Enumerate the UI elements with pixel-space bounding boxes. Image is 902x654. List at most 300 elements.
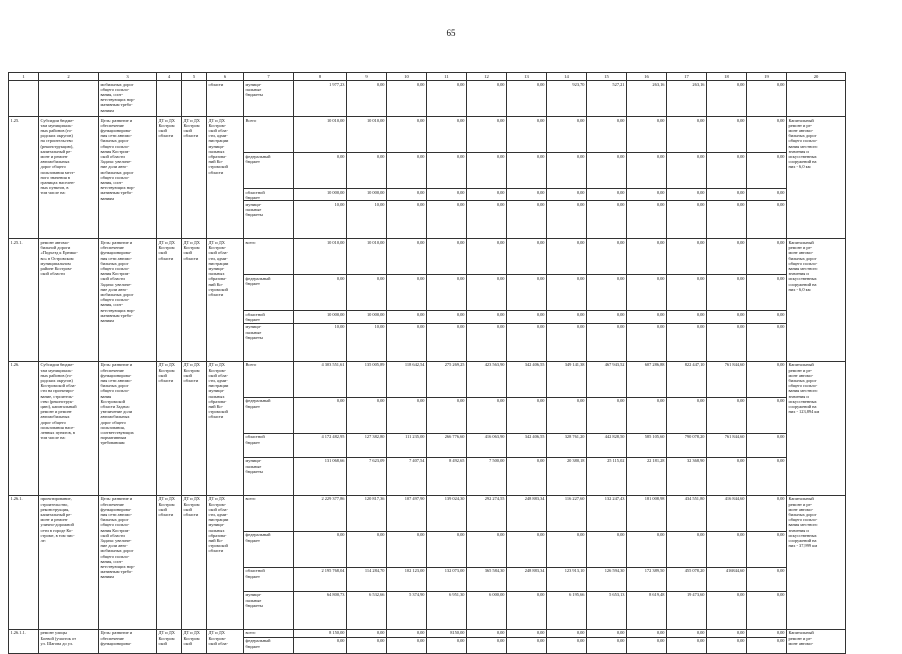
amount-cell: 266 776,60 <box>427 433 467 457</box>
funding-source: муници- пальные бюджеты <box>244 81 294 117</box>
amount-cell: 6 000,00 <box>467 591 507 629</box>
table-row <box>9 495 846 531</box>
goal-task: Цель: развитие и обеспечение функционирова- ния сети автомо- бильных дорог общего пользо- вания Костром- ской области Задача: увеличе- ние доли авто- мобильных дорог общего пользо- вания, соот- ветствующих нор- мативным требо- ваниям <box>99 117 157 239</box>
funding-source: федеральный бюджет <box>244 153 294 189</box>
column-number: 5 <box>182 73 207 81</box>
amount-cell: 0,00 <box>747 81 787 117</box>
amount-cell: 0,00 <box>747 567 787 591</box>
amount-cell: 0,00 <box>547 531 587 567</box>
amount-cell: 132 073,00 <box>427 567 467 591</box>
amount-cell: 0,00 <box>627 637 667 653</box>
amount-cell: 116 227,60 <box>547 495 587 531</box>
amount-cell: 365 584,30 <box>467 567 507 591</box>
funding-source: Всего <box>244 361 294 397</box>
amount-cell: 0,00 <box>707 629 747 637</box>
amount-cell: 19 473,60 <box>667 591 707 629</box>
amount-cell: 8 619,48 <box>627 591 667 629</box>
amount-cell: 0,00 <box>387 201 427 239</box>
amount-cell: 0,00 <box>667 117 707 153</box>
amount-cell: 0,00 <box>627 201 667 239</box>
item-number: 1.26.1. <box>9 495 39 629</box>
amount-cell: 5 374,90 <box>387 591 427 629</box>
amount-cell: 0,00 <box>627 629 667 637</box>
amount-cell: 0,00 <box>587 239 627 275</box>
item-number: 1.25.1. <box>9 239 39 361</box>
amount-cell: 10 010,00 <box>347 117 387 153</box>
amount-cell: 0,00 <box>547 637 587 653</box>
responsible-executor: ДТ и ДХ Костром ской области <box>157 117 182 239</box>
amount-cell: 0,00 <box>467 637 507 653</box>
amount-cell: 0,00 <box>587 531 627 567</box>
amount-cell: 0,00 <box>294 637 347 653</box>
amount-cell: 0,00 <box>667 201 707 239</box>
amount-cell: 7 407,54 <box>387 457 427 495</box>
amount-cell: 0,00 <box>747 433 787 457</box>
amount-cell: 0,00 <box>627 189 667 201</box>
amount-cell: 135 005,89 <box>347 361 387 397</box>
responsible-executor <box>157 81 182 117</box>
amount-cell: 0,00 <box>547 397 587 433</box>
column-number: 1 <box>9 73 39 81</box>
amount-cell: 0,00 <box>707 311 747 323</box>
column-number: 14 <box>547 73 587 81</box>
expected-result: Капитальный ремонт и ре- монт автомо- бильных дорог общего пользо- вания местного значения и искусственных сооружений на них - 37,999 км <box>787 495 846 629</box>
amount-cell: 0,00 <box>707 591 747 629</box>
table-row <box>9 81 846 117</box>
item-number <box>9 81 39 117</box>
amount-cell: 0,00 <box>747 495 787 531</box>
amount-cell: 0,00 <box>427 275 467 311</box>
amount-cell: 132 247,43 <box>587 495 627 531</box>
amount-cell: 0,00 <box>387 275 427 311</box>
amount-cell: 0,00 <box>507 591 547 629</box>
amount-cell: 0,00 <box>667 637 707 653</box>
table-row <box>9 361 846 397</box>
amount-cell: 0,00 <box>387 189 427 201</box>
measure-name: ремонт улицы Боевой (участок от ул. Шагова до ул. <box>39 629 99 653</box>
amount-cell: 0,00 <box>347 81 387 117</box>
column-number: 15 <box>587 73 627 81</box>
responsible-executor: ДТ и ДХ Костром ской области <box>157 361 182 495</box>
expected-result: Капитальный ремонт и ре- монт автомо- бильных дорог общего пользо- вания местного значения и искусственных сооружений на них - 6,0 км <box>787 117 846 239</box>
funding-source: всего <box>244 495 294 531</box>
amount-cell: 416844,60 <box>707 567 747 591</box>
amount-cell: 4 303 551,61 <box>294 361 347 397</box>
amount-cell: 7 623,09 <box>347 457 387 495</box>
amount-cell: 0,00 <box>294 275 347 311</box>
amount-cell: 0,00 <box>427 117 467 153</box>
amount-cell: 0,00 <box>627 153 667 189</box>
participants: ДТ и ДХ Костром- ской обла- <box>207 629 244 653</box>
amount-cell: 0,00 <box>427 81 467 117</box>
amount-cell: 0,00 <box>467 275 507 311</box>
item-number: 1.26.1.1. <box>9 629 39 653</box>
amount-cell: 111 235,00 <box>387 433 427 457</box>
amount-cell: 0,00 <box>667 275 707 311</box>
amount-cell: 0,00 <box>667 323 707 361</box>
funding-source: областной бюджет <box>244 311 294 323</box>
amount-cell: 0,00 <box>507 81 547 117</box>
funding-source: федеральный бюджет <box>244 531 294 567</box>
amount-cell: 139 024,30 <box>427 495 467 531</box>
amount-cell: 0,00 <box>427 531 467 567</box>
amount-cell: 0,00 <box>627 275 667 311</box>
amount-cell: 0,00 <box>507 153 547 189</box>
amount-cell: 0,00 <box>747 637 787 653</box>
goal-task: Цель: развитие и обеспечение функционирова- ния сети автомо- бильных дорог общего пользо- вания Костром- ской области Задача: увеличе- ние доли авто- мобильных дорог общего пользо- вания, соот- ветствующих нор- мативным требо- ваниям <box>99 495 157 629</box>
amount-cell: 102 123,00 <box>387 567 427 591</box>
amount-cell: 0,00 <box>667 531 707 567</box>
amount-cell: 7 500,00 <box>467 457 507 495</box>
amount-cell: 0,00 <box>507 629 547 637</box>
amount-cell: 0,00 <box>747 311 787 323</box>
amount-cell: 585 105,60 <box>627 433 667 457</box>
measure-name: проектирование, строительство, реконструкция, капитальный ре- монт и ремонт улично-дорожной сети в городе Ко- строме, в том чис- ле: <box>39 495 99 629</box>
amount-cell: 0,00 <box>294 397 347 433</box>
amount-cell: 0,00 <box>467 117 507 153</box>
amount-cell: 0,00 <box>467 311 507 323</box>
amount-cell: 0,00 <box>387 637 427 653</box>
amount-cell: 416 844,60 <box>707 495 747 531</box>
coexecutor <box>182 81 207 117</box>
goal-task: мобильных дорог общего пользо- вания, соот- ветствующих нор- мативным требо- ваниям <box>99 81 157 117</box>
amount-cell: 0,00 <box>507 311 547 323</box>
amount-cell: 0,00 <box>467 531 507 567</box>
funding-source: областной бюджет <box>244 567 294 591</box>
amount-cell: 1 977,23 <box>294 81 347 117</box>
amount-cell: 442 828,50 <box>587 433 627 457</box>
amount-cell: 0,00 <box>387 81 427 117</box>
amount-cell: 822 447,10 <box>667 361 707 397</box>
amount-cell: 0,00 <box>547 311 587 323</box>
amount-cell: 0,00 <box>707 457 747 495</box>
column-number: 3 <box>99 73 157 81</box>
amount-cell: 22 181,28 <box>627 457 667 495</box>
amount-cell: 0,00 <box>707 81 747 117</box>
amount-cell: 0,00 <box>427 637 467 653</box>
amount-cell: 0,00 <box>467 81 507 117</box>
amount-cell: 2 229 377,86 <box>294 495 347 531</box>
amount-cell: 131 068,66 <box>294 457 347 495</box>
amount-cell: 0,00 <box>507 323 547 361</box>
amount-cell: 0,00 <box>587 629 627 637</box>
amount-cell: 0,00 <box>347 531 387 567</box>
amount-cell: 0,00 <box>707 323 747 361</box>
amount-cell: 434 551,80 <box>667 495 707 531</box>
amount-cell: 120 817,36 <box>347 495 387 531</box>
amount-cell: 0,00 <box>507 637 547 653</box>
amount-cell: 0,00 <box>387 153 427 189</box>
amount-cell: 0,00 <box>427 153 467 189</box>
participants: ДТ и ДХ Костром- ской обла- сти, адми- нистрации муници- пальных образова- ний Ко- стромской области <box>207 361 244 495</box>
funding-source: муници- пальные бюджеты <box>244 323 294 361</box>
amount-cell: 0,00 <box>547 239 587 275</box>
amount-cell: 8150,00 <box>427 629 467 637</box>
amount-cell: 0,00 <box>707 531 747 567</box>
amount-cell: 923,70 <box>547 81 587 117</box>
amount-cell: 4 172 482,95 <box>294 433 347 457</box>
amount-cell: 0,00 <box>667 153 707 189</box>
column-number: 8 <box>294 73 347 81</box>
amount-cell: 0,00 <box>587 189 627 201</box>
funding-source: Всего <box>244 117 294 153</box>
column-number: 17 <box>667 73 707 81</box>
coexecutor: ДТ и ДХ Костром ской <box>182 629 207 653</box>
amount-cell: 263,16 <box>627 81 667 117</box>
amount-cell: 10,00 <box>347 323 387 361</box>
measure-name: Субсидии бюдже- там муниципаль- ных районов (го- родских округов) Костромской обла- сти на проектиро- вание, строитель- ство (реконструк- цию), капитальный ремонт и ремонт автомобильных дорог общего пользования насе- ленных пунктов, в том числе на: <box>39 361 99 495</box>
amount-cell: 0,00 <box>587 637 627 653</box>
amount-cell: 0,00 <box>467 397 507 433</box>
amount-cell: 0,00 <box>547 117 587 153</box>
amount-cell: 790 078,20 <box>667 433 707 457</box>
table-row <box>9 629 846 637</box>
amount-cell: 0,00 <box>627 239 667 275</box>
amount-cell: 181 008,98 <box>627 495 667 531</box>
funding-source: областной бюджет <box>244 433 294 457</box>
amount-cell: 114 284,70 <box>347 567 387 591</box>
amount-cell: 0,00 <box>747 361 787 397</box>
amount-cell: 0,00 <box>294 153 347 189</box>
amount-cell: 275 269,25 <box>427 361 467 397</box>
funding-source: всего <box>244 239 294 275</box>
funding-table <box>8 72 846 654</box>
funding-source: муници- пальные бюджеты <box>244 457 294 495</box>
amount-cell: 172 389,50 <box>627 567 667 591</box>
amount-cell: 349 141,38 <box>547 361 587 397</box>
expected-result: Капитальный ремонт и ре- монт автомо- бильных дорог общего пользо- вания местного значения и искусственных сооружений на них - 123,894 км <box>787 361 846 495</box>
column-number: 11 <box>427 73 467 81</box>
amount-cell: 0,00 <box>294 531 347 567</box>
amount-cell: 0,00 <box>747 531 787 567</box>
expected-result: Капитальный ремонт и ре- монт автомо- <box>787 629 846 653</box>
goal-task: Цель: развитие и обеспечение функционирова- ния сети автомо- бильных дорог общего пользо- вания Костромской области Задача: увеличение доли автомобильных дорог общего пользования, соответствующих нормативным требованиям <box>99 361 157 495</box>
amount-cell: 10 000,00 <box>294 189 347 201</box>
amount-cell: 118 642,54 <box>387 361 427 397</box>
column-number: 7 <box>244 73 294 81</box>
amount-cell: 0,00 <box>547 629 587 637</box>
amount-cell: 0,00 <box>747 239 787 275</box>
amount-cell: 2 195 768,04 <box>294 567 347 591</box>
amount-cell: 10,00 <box>294 323 347 361</box>
amount-cell: 0,00 <box>387 239 427 275</box>
amount-cell: 0,00 <box>427 397 467 433</box>
expected-result: Капитальный ремонт и ре- монт автомо- бильных дорог общего пользо- вания местного значения и искусственных сооружений на них - 6,0 км <box>787 239 846 361</box>
amount-cell: 248 883,34 <box>507 567 547 591</box>
amount-cell: 10 010,00 <box>347 239 387 275</box>
column-number: 16 <box>627 73 667 81</box>
goal-task: Цель: развитие и обеспечение функционирова- <box>99 629 157 653</box>
funding-source: федеральный бюджет <box>244 637 294 653</box>
amount-cell: 0,00 <box>427 239 467 275</box>
amount-cell: 0,00 <box>667 311 707 323</box>
amount-cell: 0,00 <box>707 117 747 153</box>
amount-cell: 8 492,65 <box>427 457 467 495</box>
funding-source: всего <box>244 629 294 637</box>
coexecutor: ДТ и ДХ Костром ской области <box>182 361 207 495</box>
amount-cell: 0,00 <box>467 201 507 239</box>
column-number: 6 <box>207 73 244 81</box>
amount-cell: 0,00 <box>467 323 507 361</box>
amount-cell: 0,00 <box>627 531 667 567</box>
responsible-executor: ДТ и ДХ Костром ской <box>157 629 182 653</box>
amount-cell: 0,00 <box>507 457 547 495</box>
coexecutor: ДТ и ДХ Костром ской области <box>182 239 207 361</box>
amount-cell: 328 761,20 <box>547 433 587 457</box>
expected-result <box>787 81 846 117</box>
column-number: 9 <box>347 73 387 81</box>
amount-cell: 107 497,90 <box>387 495 427 531</box>
amount-cell: 0,00 <box>747 189 787 201</box>
amount-cell: 10 010,00 <box>294 117 347 153</box>
amount-cell: 0,00 <box>347 637 387 653</box>
participants: ДТ и ДХ Костром- ской обла- сти, адми- нистрации муници- пальных образова- ний Ко- стромской области <box>207 117 244 239</box>
amount-cell: 127 382,80 <box>347 433 387 457</box>
amount-cell: 0,00 <box>507 189 547 201</box>
amount-cell: 10,00 <box>347 201 387 239</box>
measure-name: Субсидии бюдже- там муниципаль- ных районов (го- родских округов) на строительство (реконструкцию), капитальный ре- монт и ремонт автомобильных дорог общего пользования мест- ного значения в границах населен- ных пунктов, в том числе на: <box>39 117 99 239</box>
amount-cell: 64 800,73 <box>294 591 347 629</box>
amount-cell: 0,00 <box>747 201 787 239</box>
amount-cell: 0,00 <box>747 629 787 637</box>
amount-cell: 761 844,60 <box>707 361 747 397</box>
amount-cell: 292 274,55 <box>467 495 507 531</box>
participants: ДТ и ДХ Костром- ской обла- сти, адми- нистрации муници- пальных образова- ний Ко- стромской области <box>207 495 244 629</box>
amount-cell: 761 844,60 <box>707 433 747 457</box>
column-number: 20 <box>787 73 846 81</box>
amount-cell: 0,00 <box>387 323 427 361</box>
amount-cell: 0,00 <box>507 397 547 433</box>
amount-cell: 0,00 <box>387 311 427 323</box>
amount-cell: 0,00 <box>507 531 547 567</box>
amount-cell: 0,00 <box>547 201 587 239</box>
funding-source: областной бюджет <box>244 189 294 201</box>
amount-cell: 0,00 <box>587 117 627 153</box>
amount-cell: 607 286,88 <box>627 361 667 397</box>
amount-cell: 0,00 <box>387 397 427 433</box>
amount-cell: 0,00 <box>507 275 547 311</box>
amount-cell: 0,00 <box>547 153 587 189</box>
amount-cell: 32 368,90 <box>667 457 707 495</box>
column-number: 19 <box>747 73 787 81</box>
amount-cell: 0,00 <box>627 397 667 433</box>
amount-cell: 342 406,55 <box>507 433 547 457</box>
page-number: 65 <box>446 28 456 38</box>
amount-cell: 0,00 <box>707 637 747 653</box>
amount-cell: 0,00 <box>427 323 467 361</box>
amount-cell: 416 063,90 <box>467 433 507 457</box>
amount-cell: 0,00 <box>547 275 587 311</box>
amount-cell: 0,00 <box>707 239 747 275</box>
amount-cell: 10 000,00 <box>347 189 387 201</box>
amount-cell: 0,00 <box>347 397 387 433</box>
amount-cell: 25 115,02 <box>587 457 627 495</box>
column-number: 4 <box>157 73 182 81</box>
amount-cell: 6 951,30 <box>427 591 467 629</box>
amount-cell: 0,00 <box>747 397 787 433</box>
amount-cell: 0,00 <box>467 153 507 189</box>
participants: области <box>207 81 244 117</box>
responsible-executor: ДТ и ДХ Костром ской области <box>157 239 182 361</box>
amount-cell: 467 943,52 <box>587 361 627 397</box>
amount-cell: 0,00 <box>347 153 387 189</box>
funding-source: федеральный бюджет <box>244 275 294 311</box>
coexecutor: ДТ и ДХ Костром ской области <box>182 117 207 239</box>
amount-cell: 0,00 <box>347 629 387 637</box>
amount-cell: 10 010,00 <box>294 239 347 275</box>
amount-cell: 5 653,13 <box>587 591 627 629</box>
amount-cell: 0,00 <box>587 311 627 323</box>
funding-source: муници- пальные бюджеты <box>244 201 294 239</box>
amount-cell: 0,00 <box>427 189 467 201</box>
column-number: 12 <box>467 73 507 81</box>
amount-cell: 0,00 <box>627 323 667 361</box>
amount-cell: 263,16 <box>667 81 707 117</box>
amount-cell: 0,00 <box>587 201 627 239</box>
amount-cell: 0,00 <box>747 591 787 629</box>
item-number: 1.25. <box>9 117 39 239</box>
amount-cell: 0,00 <box>707 397 747 433</box>
amount-cell: 20 380,18 <box>547 457 587 495</box>
amount-cell: 0,00 <box>587 275 627 311</box>
amount-cell: 126 594,30 <box>587 567 627 591</box>
amount-cell: 0,00 <box>587 397 627 433</box>
amount-cell: 0,00 <box>667 629 707 637</box>
column-number: 10 <box>387 73 427 81</box>
amount-cell: 248 883,34 <box>507 495 547 531</box>
participants: ДТ и ДХ Костром- ской обла- сти, адми- нистрации муници- пальных образова- ний Ко- стромской области <box>207 239 244 361</box>
amount-cell: 123 913,10 <box>547 567 587 591</box>
amount-cell: 0,00 <box>547 189 587 201</box>
table-row <box>9 239 846 275</box>
amount-cell: 10 000,00 <box>347 311 387 323</box>
funding-source: федеральный бюджет <box>244 397 294 433</box>
amount-cell: 455 078,20 <box>667 567 707 591</box>
amount-cell: 0,00 <box>507 117 547 153</box>
amount-cell: 0,00 <box>547 323 587 361</box>
amount-cell: 0,00 <box>747 153 787 189</box>
amount-cell: 6 532,66 <box>347 591 387 629</box>
amount-cell: 0,00 <box>667 239 707 275</box>
amount-cell: 0,00 <box>387 629 427 637</box>
amount-cell: 0,00 <box>627 117 667 153</box>
amount-cell: 423 563,90 <box>467 361 507 397</box>
amount-cell: 527,21 <box>587 81 627 117</box>
amount-cell: 0,00 <box>627 311 667 323</box>
amount-cell: 8 150,00 <box>294 629 347 637</box>
amount-cell: 0,00 <box>667 189 707 201</box>
amount-cell: 0,00 <box>747 117 787 153</box>
amount-cell: 0,00 <box>387 531 427 567</box>
responsible-executor: ДТ и ДХ Костром ской области <box>157 495 182 629</box>
amount-cell: 0,00 <box>427 311 467 323</box>
amount-cell: 0,00 <box>747 457 787 495</box>
coexecutor: ДТ и ДХ Костром ской области <box>182 495 207 629</box>
amount-cell: 0,00 <box>427 201 467 239</box>
funding-source: муници- пальные бюджеты <box>244 591 294 629</box>
measure-name <box>39 81 99 117</box>
amount-cell: 0,00 <box>707 189 747 201</box>
amount-cell: 0,00 <box>467 239 507 275</box>
amount-cell: 0,00 <box>507 201 547 239</box>
amount-cell: 0,00 <box>707 275 747 311</box>
amount-cell: 0,00 <box>707 201 747 239</box>
table-row <box>9 117 846 153</box>
amount-cell: 342 406,55 <box>507 361 547 397</box>
column-number: 2 <box>39 73 99 81</box>
column-number-row <box>9 73 846 81</box>
amount-cell: 0,00 <box>467 189 507 201</box>
